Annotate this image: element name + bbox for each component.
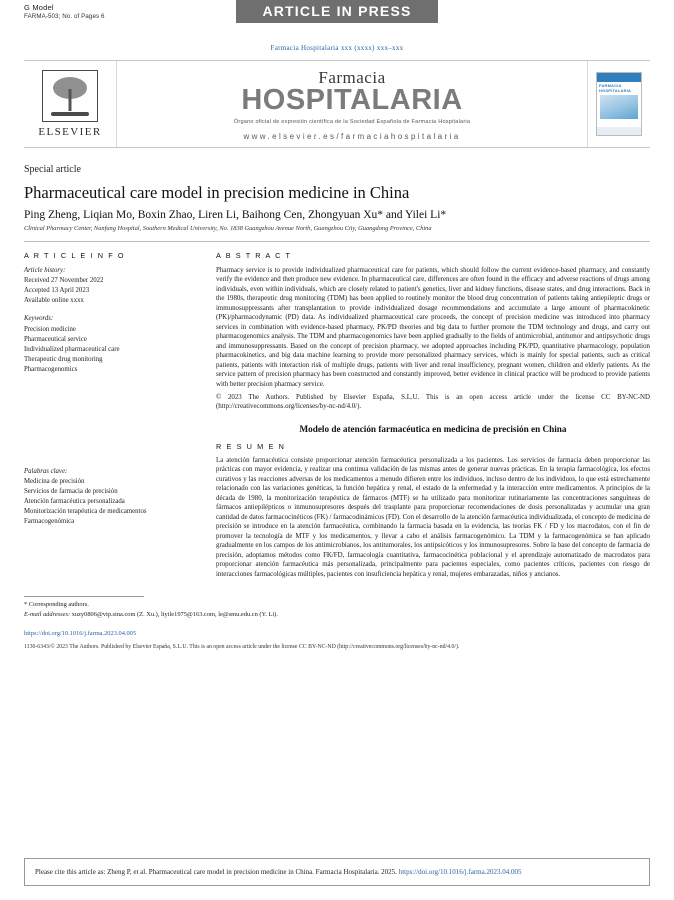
email-note	[24, 611, 650, 620]
palabras-clave-label: Palabras clave:	[24, 467, 68, 475]
history-item: Available online xxxx	[24, 297, 84, 305]
corresponding-label: Corresponding authors.	[28, 601, 89, 609]
palabra-item: Farmacogenómica	[24, 518, 75, 526]
corresponding-author-note	[24, 601, 650, 610]
press-header	[0, 0, 674, 34]
journal-subtitle: Órgano oficial de expresión científica de la Sociedad Española de Farmacia Hospitalaria	[233, 118, 471, 125]
citation-doi-link[interactable]: https://doi.org/10.1016/j.farma.2023.04.005	[398, 867, 522, 876]
g-model-label: G Model	[24, 3, 54, 12]
palabra-item: Monitorización terapéutica de medicamentos	[24, 508, 147, 516]
affiliation: Clinical Pharmacy Center, Nanfang Hospital, Southern Medical University, No. 1838 Guangzhou Avenue North, Guangzhou City, Guangdong Province, China	[24, 224, 432, 232]
author-list: Ping Zheng, Liqian Mo, Boxin Zhao, Liren Li, Baihong Cen, Zhongyuan Xu* and Yilei Li*	[24, 208, 447, 221]
two-column-layout	[24, 251, 650, 582]
article-in-press-banner	[0, 0, 674, 23]
journal-title-block	[117, 61, 587, 147]
spanish-title: Modelo de atención farmacéutica en medicina de precisión en China	[299, 423, 567, 434]
email-values[interactable]: xuzy0806@vip.sina.com (Z. Xu.), liyile1975@163.com, le@smu.edu.cn (Y. Li).	[71, 611, 278, 619]
footnote-divider	[24, 596, 144, 597]
palabra-item: Servicios de farmacia de precisión	[24, 487, 118, 495]
history-item: Received 27 November 2022	[24, 276, 104, 284]
keyword-item: Pharmacogenomics	[24, 366, 78, 374]
citation-box	[24, 858, 650, 886]
corresponding-asterisk: *	[24, 601, 29, 609]
divider	[24, 241, 650, 242]
abstract-heading: A B S T R A C T	[216, 250, 292, 260]
elsevier-wordmark: ELSEVIER	[38, 126, 102, 138]
elsevier-tree-icon	[42, 70, 98, 122]
article-type: Special article	[24, 164, 81, 175]
elsevier-logo	[24, 61, 117, 147]
cover-image	[596, 72, 642, 136]
journal-name-top: Farmacia	[318, 68, 386, 88]
resumen-text	[216, 456, 650, 580]
resumen-paragraph: La atención farmacéutica consiste proporcionar atención farmacéutica personalizada a los pacientes. Los servicios de farmacia deben proporcionar las prácticas con mayor evidencia, y realizar una continua validación de las mismas antes de generar nuevas prácticas. En la terapia farmacológica, los efectos curativos y las reacciones adversas de los medicamentos a menudo difieren entre los individuos, incluso dentro de los individuos, lo que está estrechamente relacionado con las variaciones genéticas, la función hepática y renal, el estado de la enfermedad y la interacción entre medicamentos. A principios de la década de 1980, la monitorización terapéutica de fármacos (MTF) se ha utilizado para monitorizar rutinariamente las concentraciones sanguíneas de fármacos antiepilépticos o inmunosupresores después del trasplante para proporcionar recomendaciones de dosis personalizadas y acumular una gran cantidad de datos farmacocinéticos (FK) / farmacodinámicos (FD). Con el desarrollo de la atención farmacéutica individualizada, el concepto de medicina de precisión se introduce en la atención farmacéutica, combinando la farmacia basada en la evidencia, las teorías FK / FD y los macrodatos, con el fin de promover la tecnología de MTF y los medicamentos, y llevar a cabo el análisis farmacogenómico. La TDM y la farmacogenómica se han aplicado gradualmente en los campos de los antimicrobianos, los antitumorales, los antipsicóticos y los inmunosupresores. Sobre la base del concepto de farmacia de precisión, adoptamos métodos como FK/FD, farmacología cuantitativa, farmacocinética poblacional y el aprendizaje automatizado de macrodatos para proporcionar atención farmacéutica más personalizada, principalmente para pacientes especiales, como pacientes críticos, pacientes con riesgo de interacciones farmacológicas múltiples, pacientes con insuficiencia hepática y renal, mujeres embarazadas, niños y ancianos.	[216, 456, 650, 578]
palabras-clave-block	[24, 467, 200, 527]
keyword-item: Pharmaceutical service	[24, 335, 87, 343]
journal-cover-thumbnail	[587, 61, 650, 147]
email-label: E-mail addresses:	[24, 611, 71, 619]
doi-link[interactable]: https://doi.org/10.1016/j.farma.2023.04.005	[24, 630, 137, 638]
article-history	[24, 266, 200, 306]
journal-url[interactable]: www.elsevier.es/farmaciahospitalaria	[243, 131, 461, 141]
resumen-heading: R E S U M E N	[216, 441, 286, 451]
article-body	[24, 164, 650, 651]
article-info-column	[24, 251, 200, 582]
cover-title: FARMACIA HOSPITALARIA	[599, 83, 632, 93]
article-info-heading: A R T I C L E I N F O	[24, 250, 126, 260]
history-item: Accepted 13 April 2023	[24, 287, 90, 295]
abstract-license: © 2023 The Authors. Published by Elsevier España, S.L.U. This is an open access article under the license CC BY-NC-ND (http://creativecommons.org/licenses/by-nc-nd/4.0/).	[216, 393, 650, 411]
journal-name-bottom: HOSPITALARIA	[241, 84, 463, 117]
farma-code-label: FARMA-503; No. of Pages 6	[24, 13, 105, 20]
journal-masthead	[24, 60, 650, 148]
palabra-item: Medicina de precisión	[24, 477, 85, 485]
keyword-item: Precision medicine	[24, 325, 76, 333]
palabra-item: Atención farmacéutica personalizada	[24, 498, 125, 506]
abstract-column	[216, 251, 650, 582]
keyword-item: Individualized pharmaceutical care	[24, 346, 120, 353]
keywords-block	[24, 314, 200, 374]
keywords-label: Keywords:	[24, 315, 54, 323]
keyword-item: Therapeutic drug monitoring	[24, 356, 103, 364]
journal-citation-line: Farmacia Hospitalaria xxx (xxxx) xxx–xxx	[270, 44, 404, 52]
abstract-paragraph: Pharmacy service is to provide individualized pharmaceutical care for patients, which should follow the current evidence-based pharmacy, and constantly verify the evidence and then produce new evidence. In pharmaceutical care, differences are often found in the efficacy and adverse reactions of drugs among individuals, even within individuals, which are closely related to patient's genetics, liver and kidney functions, disease states, and drug interactions. Back in the 1980s, therapeutic drug monitoring (TDM) has been applied to routinely monitor the blood drug concentration of patients taking antiepileptic drugs or immunosuppressants after transplantation to provide individualized dosage recommendations and accumulate a large amount of pharmacokinetic (PK)/pharmacodynamic (PD) data. As individualized pharmaceutical care proceeds, the concept of precision medicine was introduced into pharmacy services in combination with evidence-based pharmacy, PK/PD theories and big data to further promote the TDM technology and drugs, and carry out pharmacogenomics analysis. The TDM and pharmacogenomics have been applied gradually to the fields of antimicrobial, antitumor and antipsychotic drugs and immunosuppressants. Based on the concept of precision pharmacy, we adopted approaches including PK/PD, quantitative pharmacology, population pharmacokinetics, and big data machine learning to provide more personalized pharmacy services, which is mainly for special patients, such as critical patients, patients with interaction risk of multiple drugs, patients with liver and renal insufficiency, pregnant women, children and elderly patients. As the service pattern of precision pharmacy has been constructed and constantly improved, better evidence in clinical practice will be produced to provide patients with better precision pharmacy service.	[216, 266, 650, 388]
issn-copyright: 1130-6343/© 2023 The Authors. Published by Elsevier España, S.L.U. This is an open access article under the license CC BY-NC-ND (http://creativecommons.org/licenses/by-nc-nd/4.0/).	[24, 643, 460, 650]
page-title: Pharmaceutical care model in precision medicine in China	[24, 183, 410, 202]
article-in-press-label: ARTICLE IN PRESS	[236, 0, 437, 23]
article-history-label: Article history:	[24, 266, 66, 274]
citation-text: Please cite this article as: Zheng P, et al. Pharmaceutical care model in precision medicine in China. Farmacia Hospitalaria. 2025.	[35, 867, 397, 876]
abstract-text	[216, 266, 650, 412]
